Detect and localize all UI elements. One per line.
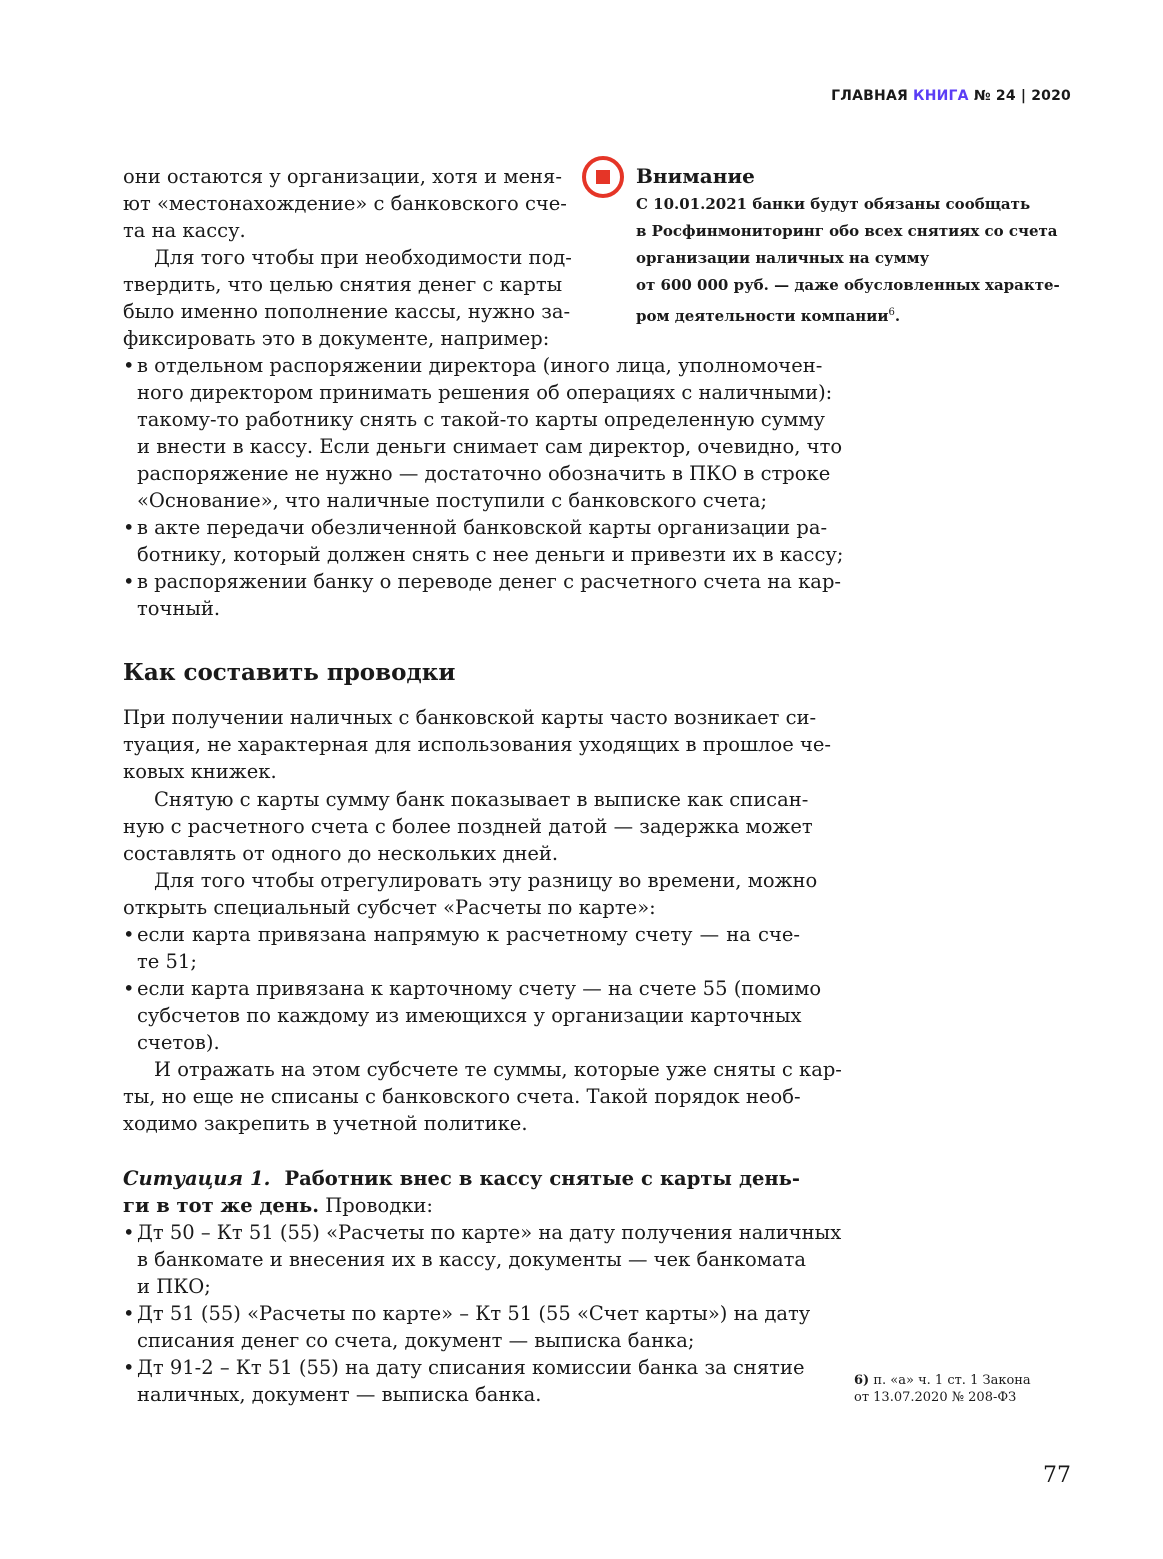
attention-line-text: организации наличных на сумму	[636, 249, 930, 267]
list-item-line: ного директором принимать решения об операциях с наличными):	[137, 381, 833, 404]
list-item-line: ботнику, который должен снять с нее деньги и привезти их в кассу;	[137, 543, 844, 566]
list-item-line: распоряжение не нужно — достаточно обозначить в ПКО в строке	[137, 462, 831, 485]
footnote-number: 6)	[854, 1373, 870, 1388]
magazine-header	[831, 88, 1071, 104]
paragraph-line: туация, не характерная для использования уходящих в прошлое че-	[123, 733, 831, 756]
footnote-text: п. «а» ч. 1 ст. 1 Закона	[873, 1373, 1031, 1388]
list-item-line: если карта привязана напрямую к расчетному счету — на сче-	[137, 923, 800, 946]
list-item-line: и внести в кассу. Если деньги снимает сам директор, очевидно, что	[137, 435, 843, 458]
list-item-line: такому-то работнику снять с такой-то карты определенную сумму	[137, 408, 826, 431]
attention-line	[636, 245, 929, 272]
footnote	[854, 1372, 1031, 1406]
bullet-icon: •	[123, 1356, 135, 1379]
paragraph-line: Для того чтобы при необходимости под-	[123, 246, 572, 269]
footnote-ref: 6	[888, 307, 895, 318]
list-item-line: в акте передачи обезличенной банковской карты организации ра-	[137, 516, 828, 539]
bullet-icon: •	[123, 923, 135, 946]
list-item-line: в отдельном распоряжении директора (иного лица, уполномочен-	[137, 354, 823, 377]
attention-line-text: ром деятельности компании	[636, 307, 889, 325]
list-item-line: Дт 50 – Кт 51 (55) «Расчеты по карте» на дату получения наличных	[137, 1221, 842, 1244]
bullet-icon: •	[123, 570, 135, 593]
list-item-line: Дт 51 (55) «Расчеты по карте» – Кт 51 (55 «Счет карты») на дату	[137, 1302, 811, 1325]
text-run: Работник внес в кассу снятые с карты день-	[270, 1167, 800, 1190]
bullet-icon: •	[123, 977, 135, 1000]
list-item-line: точный.	[137, 597, 221, 620]
text-run: ги в тот же день.	[123, 1194, 320, 1217]
paragraph-line: ют «местонахождение» с банковского сче-	[123, 192, 567, 215]
header-title-accent: КНИГА	[913, 88, 969, 104]
list-item-line: если карта привязана к карточному счету — на счете 55 (помимо	[137, 977, 822, 1000]
paragraph-line: И отражать на этом субсчете те суммы, которые уже сняты с кар-	[123, 1058, 842, 1081]
paragraph-line: фиксировать это в документе, например:	[123, 327, 550, 350]
list-item-line: счетов).	[137, 1031, 220, 1054]
bullet-icon: •	[123, 1221, 135, 1244]
situation-heading-line	[123, 1165, 800, 1192]
attention-line	[636, 218, 1058, 245]
paragraph-line: Для того чтобы отрегулировать эту разницу во времени, можно	[123, 869, 818, 892]
list-item-line: наличных, документ — выписка банка.	[137, 1383, 542, 1406]
bullet-icon: •	[123, 516, 135, 539]
section-heading: Как составить проводки	[123, 659, 456, 686]
attention-line	[636, 299, 900, 330]
paragraph-line: При получении наличных с банковской карты часто возникает си-	[123, 706, 817, 729]
bullet-icon: •	[123, 354, 135, 377]
list-item-line: списания денег со счета, документ — выписка банка;	[137, 1329, 695, 1352]
header-issue: № 24 | 2020	[973, 88, 1071, 104]
list-item-line: в распоряжении банку о переводе денег с расчетного счета на кар-	[137, 570, 842, 593]
list-item-line: субсчетов по каждому из имеющихся у организации карточных	[137, 1004, 802, 1027]
footnote-text: от 13.07.2020 № 208-ФЗ	[854, 1390, 1017, 1405]
text-run: Проводки:	[319, 1194, 433, 1217]
header-title: ГЛАВНАЯ	[831, 88, 908, 104]
paragraph-line: Снятую с карты сумму банк показывает в выписке как списан-	[123, 788, 809, 811]
attention-line	[636, 272, 1060, 299]
paragraph-line: твердить, что целью снятия денег с карты	[123, 273, 563, 296]
attention-line-text: в Росфинмониторинг обо всех снятиях со счета	[636, 222, 1058, 240]
paragraph-line: та на кассу.	[123, 219, 246, 242]
paragraph-line: было именно пополнение кассы, нужно за-	[123, 300, 571, 323]
list-item-line: и ПКО;	[137, 1275, 211, 1298]
list-item-line: те 51;	[137, 950, 197, 973]
paragraph-line: открыть специальный субсчет «Расчеты по карте»:	[123, 896, 656, 919]
paragraph-line: ходимо закрепить в учетной политике.	[123, 1112, 528, 1135]
stop-circle-icon	[582, 156, 624, 198]
paragraph-line: составлять от одного до нескольких дней.	[123, 842, 559, 865]
list-item-line: в банкомате и внесения их в кассу, документы — чек банкомата	[137, 1248, 806, 1271]
attention-line-text: от 600 000 руб. — даже обусловленных характе-	[636, 276, 1060, 294]
page-number: 77	[1043, 1463, 1071, 1488]
situation-heading-line	[123, 1192, 800, 1219]
paragraph-line: ковых книжек.	[123, 760, 277, 783]
paragraph-line: ную с расчетного счета с более поздней датой — задержка может	[123, 815, 813, 838]
attention-end: .	[894, 307, 901, 325]
attention-title: Внимание	[636, 164, 755, 188]
text-run: Ситуация 1.	[123, 1167, 271, 1190]
paragraph-line: ты, но еще не списаны с банковского счета. Такой порядок необ-	[123, 1085, 801, 1108]
list-item-line: «Основание», что наличные поступили с банковского счета;	[137, 489, 768, 512]
attention-line-text: С 10.01.2021 банки будут обязаны сообщать	[636, 195, 1031, 213]
bullet-icon: •	[123, 1302, 135, 1325]
list-item-line: Дт 91-2 – Кт 51 (55) на дату списания комиссии банка за снятие	[137, 1356, 805, 1379]
attention-line	[636, 191, 1030, 218]
paragraph-line: они остаются у организации, хотя и меня-	[123, 165, 562, 188]
